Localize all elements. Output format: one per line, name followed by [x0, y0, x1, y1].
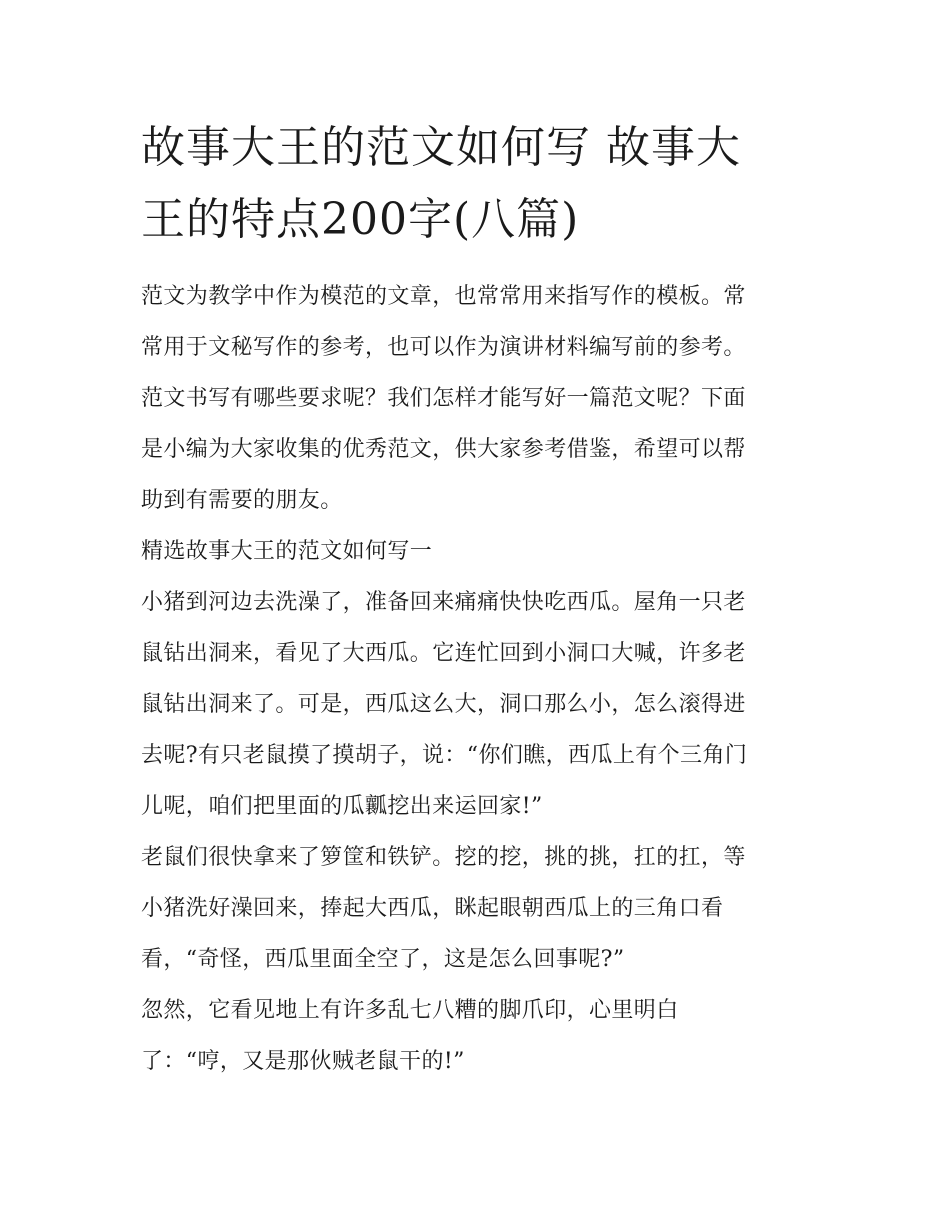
section-heading: 精选故事大王的范文如何写一 [141, 539, 433, 564]
body-line: 忽然，它看见地上有许多乱七八糟的脚爪印，心里明白 [141, 998, 679, 1023]
body-line: 儿呢，咱们把里面的瓜瓤挖出来运回家!” [141, 794, 543, 819]
body-line: 小猪到河边去洗澡了，准备回来痛痛快快吃西瓜。屋角一只老 [141, 590, 746, 615]
title-line-2: 王的特点200字(八篇) [141, 194, 580, 245]
document-content [141, 112, 813, 1087]
title-line-1: 故事大王的范文如何写 故事大 [141, 122, 741, 173]
body-line: 范文为教学中作为模范的文章，也常常用来指写作的模板。常 [141, 284, 746, 309]
body-line: 了：“哼，又是那伙贼老鼠干的!” [141, 1049, 465, 1074]
document-title [141, 112, 813, 256]
body-line: 看，“奇怪，西瓜里面全空了，这是怎么回事呢?” [141, 947, 625, 972]
body-line: 是小编为大家收集的优秀范文，供大家参考借鉴，希望可以帮 [141, 437, 746, 462]
body-line: 范文书写有哪些要求呢？我们怎样才能写好一篇范文呢？下面 [141, 386, 746, 411]
body-line: 小猪洗好澡回来，捧起大西瓜，眯起眼朝西瓜上的三角口看 [141, 896, 724, 921]
body-line: 助到有需要的朋友。 [141, 488, 343, 513]
body-line: 常用于文秘写作的参考，也可以作为演讲材料编写前的参考。 [141, 335, 746, 360]
body-line: 鼠钻出洞来，看见了大西瓜。它连忙回到小洞口大喊，许多老 [141, 641, 746, 666]
document-body [141, 271, 813, 1087]
body-line: 老鼠们很快拿来了箩筐和铁铲。挖的挖，挑的挑，扛的扛，等 [141, 845, 746, 870]
body-line: 鼠钻出洞来了。可是，西瓜这么大，洞口那么小，怎么滚得进 [141, 692, 746, 717]
body-line: 去呢?有只老鼠摸了摸胡子，说：“你们瞧，西瓜上有个三角门 [141, 743, 748, 768]
